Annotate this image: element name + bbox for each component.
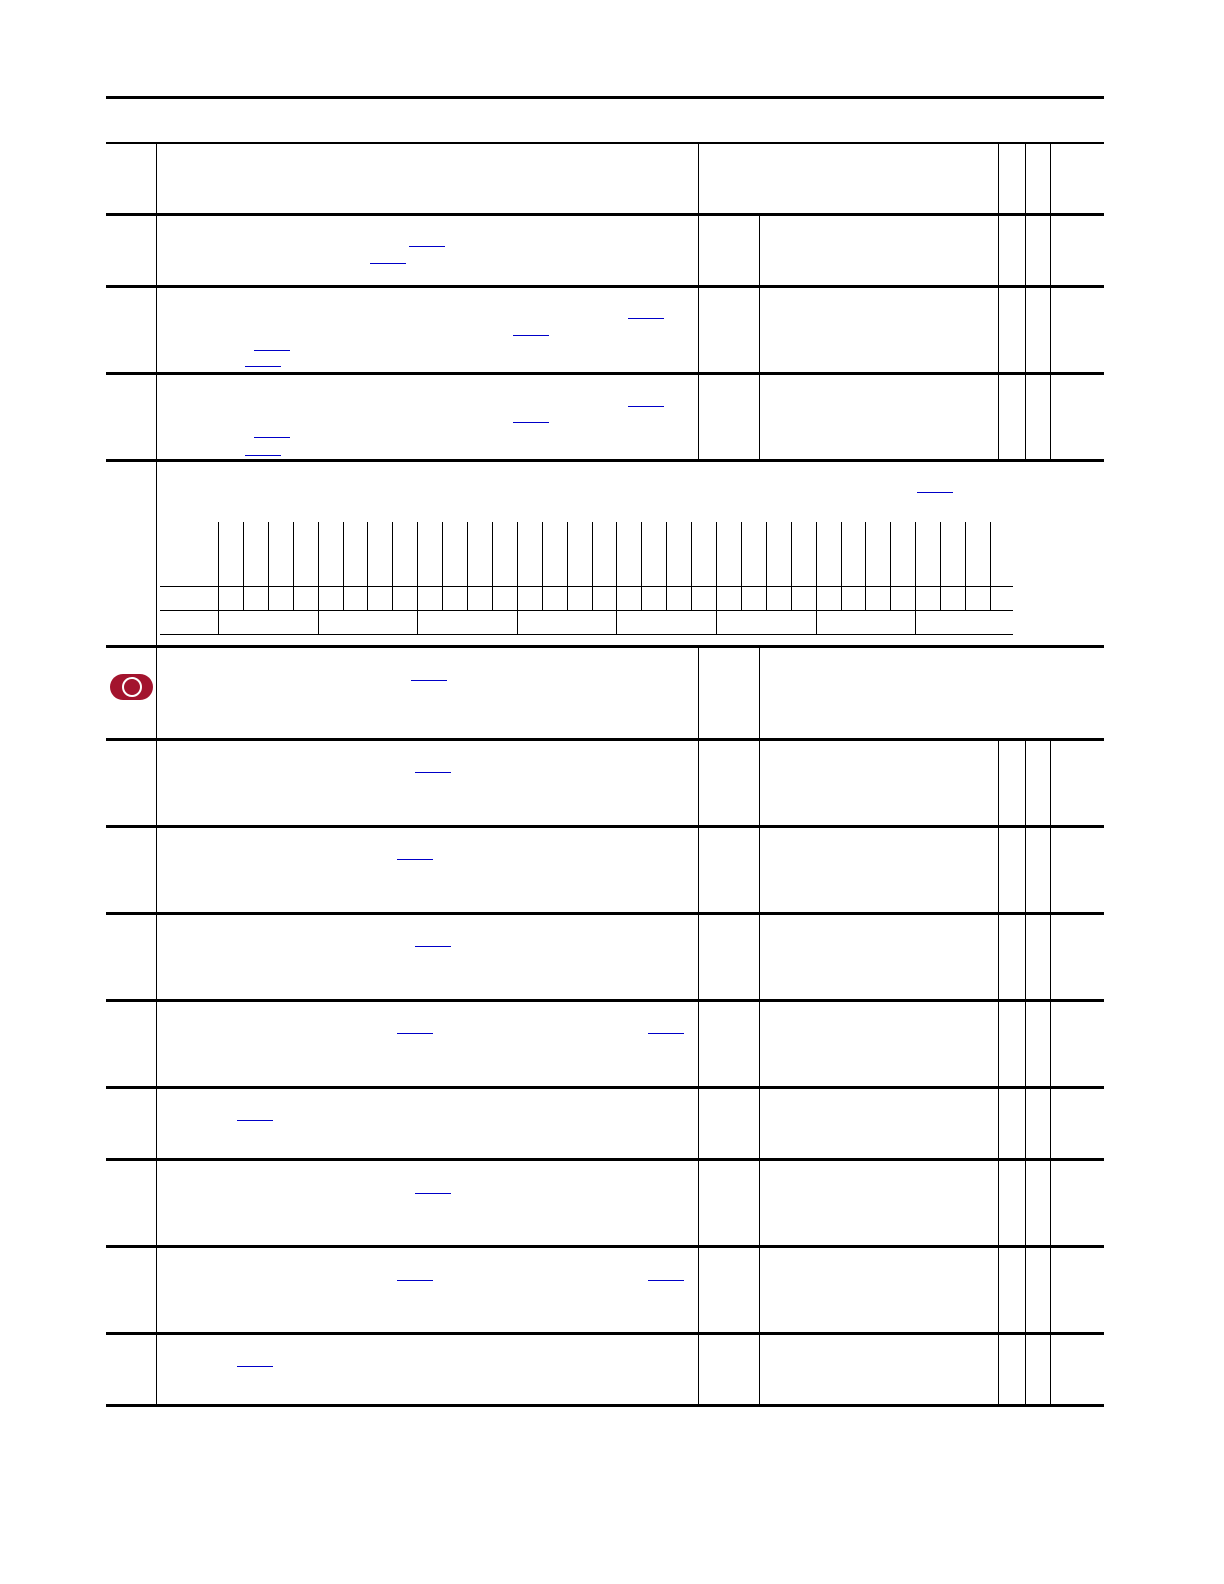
bit-column-line bbox=[392, 522, 393, 610]
row-divider bbox=[106, 213, 1104, 216]
bit-column-line bbox=[641, 522, 642, 610]
cross-reference-link[interactable] bbox=[245, 455, 281, 456]
cross-reference-link[interactable] bbox=[245, 366, 281, 367]
column-divider-values bbox=[698, 646, 699, 1407]
table-bottom-rule bbox=[106, 1404, 1104, 1407]
row-divider bbox=[106, 645, 1104, 648]
nibble-group-line bbox=[915, 610, 916, 634]
bit-column-line bbox=[467, 522, 468, 610]
bit-column-line bbox=[492, 522, 493, 610]
nibble-group-line bbox=[517, 610, 518, 634]
cross-reference-link[interactable] bbox=[648, 1280, 684, 1281]
bit-column-line bbox=[791, 522, 792, 610]
bit-column-line bbox=[442, 522, 443, 610]
cross-reference-link[interactable] bbox=[397, 1280, 433, 1281]
bit-column-line bbox=[716, 522, 717, 610]
bit-column-line bbox=[243, 522, 244, 610]
bit-column-line bbox=[666, 522, 667, 610]
row-divider bbox=[106, 999, 1104, 1002]
cross-reference-link[interactable] bbox=[513, 335, 549, 336]
column-divider-related bbox=[1050, 142, 1051, 460]
bit-column-line bbox=[417, 522, 418, 610]
bit-column-line bbox=[542, 522, 543, 610]
row-divider bbox=[106, 912, 1104, 915]
cross-reference-link[interactable] bbox=[513, 422, 549, 423]
bit-column-line bbox=[343, 522, 344, 610]
cross-reference-link[interactable] bbox=[648, 1033, 684, 1034]
column-divider-default bbox=[759, 646, 760, 1407]
cross-reference-link[interactable] bbox=[415, 772, 451, 773]
column-divider-access bbox=[998, 142, 999, 460]
table-top-rule bbox=[106, 142, 1104, 144]
cross-reference-link[interactable] bbox=[415, 946, 451, 947]
cross-reference-link[interactable] bbox=[415, 1193, 451, 1194]
cross-reference-link[interactable] bbox=[237, 1120, 273, 1121]
bit-column-line bbox=[741, 522, 742, 610]
row-divider bbox=[106, 825, 1104, 828]
bit-column-line bbox=[865, 522, 866, 610]
cross-reference-link[interactable] bbox=[370, 263, 406, 264]
row-divider bbox=[106, 1332, 1104, 1335]
stop-icon-ring bbox=[122, 677, 142, 697]
cross-reference-link[interactable] bbox=[917, 492, 953, 493]
bit-column-line bbox=[915, 522, 916, 610]
bit-column-line bbox=[965, 522, 966, 610]
bit-column-line bbox=[816, 522, 817, 610]
column-divider-type bbox=[1025, 142, 1026, 460]
bit-column-line bbox=[890, 522, 891, 610]
cross-reference-link[interactable] bbox=[411, 680, 447, 681]
bit-column-line bbox=[940, 522, 941, 610]
cross-reference-link[interactable] bbox=[409, 246, 445, 247]
cross-reference-link[interactable] bbox=[628, 318, 664, 319]
bit-column-line bbox=[841, 522, 842, 610]
cross-reference-link[interactable] bbox=[237, 1366, 273, 1367]
nibble-group-line bbox=[616, 610, 617, 634]
nibble-group-line bbox=[318, 610, 319, 634]
bit-grid-mid-line bbox=[160, 610, 1013, 611]
bit-column-line bbox=[293, 522, 294, 610]
nibble-group-line bbox=[218, 610, 219, 634]
bit-column-line bbox=[766, 522, 767, 610]
bit-column-line bbox=[218, 522, 219, 610]
bit-column-line bbox=[318, 522, 319, 610]
cross-reference-link[interactable] bbox=[628, 406, 664, 407]
row-divider bbox=[106, 459, 1104, 462]
cross-reference-link[interactable] bbox=[254, 350, 290, 351]
bit-column-line bbox=[691, 522, 692, 610]
column-divider-default bbox=[759, 214, 760, 460]
column-divider-type bbox=[1025, 740, 1026, 1407]
row-divider bbox=[106, 1245, 1104, 1248]
row-divider bbox=[106, 738, 1104, 741]
bit-column-line bbox=[592, 522, 593, 610]
nibble-group-line bbox=[816, 610, 817, 634]
bit-grid-bottom-line bbox=[160, 634, 1013, 635]
bit-column-line bbox=[517, 522, 518, 610]
column-divider-access bbox=[998, 740, 999, 1407]
cross-reference-link[interactable] bbox=[254, 437, 290, 438]
cross-reference-link[interactable] bbox=[397, 859, 433, 860]
stop-icon bbox=[110, 674, 153, 700]
column-divider-values bbox=[698, 142, 699, 460]
bit-column-line bbox=[367, 522, 368, 610]
bit-grid-top-line bbox=[160, 586, 1013, 587]
bit-column-line bbox=[616, 522, 617, 610]
column-divider-related bbox=[1050, 740, 1051, 1407]
nibble-group-line bbox=[716, 610, 717, 634]
row-divider bbox=[106, 372, 1104, 375]
row-divider bbox=[106, 1158, 1104, 1161]
column-divider-number bbox=[156, 142, 157, 1407]
row-divider bbox=[106, 1086, 1104, 1089]
cross-reference-link[interactable] bbox=[397, 1033, 433, 1034]
nibble-group-line bbox=[417, 610, 418, 634]
bit-column-line bbox=[268, 522, 269, 610]
page-top-rule bbox=[106, 96, 1104, 99]
bit-column-line bbox=[567, 522, 568, 610]
bit-column-line bbox=[990, 522, 991, 610]
row-divider bbox=[106, 285, 1104, 288]
